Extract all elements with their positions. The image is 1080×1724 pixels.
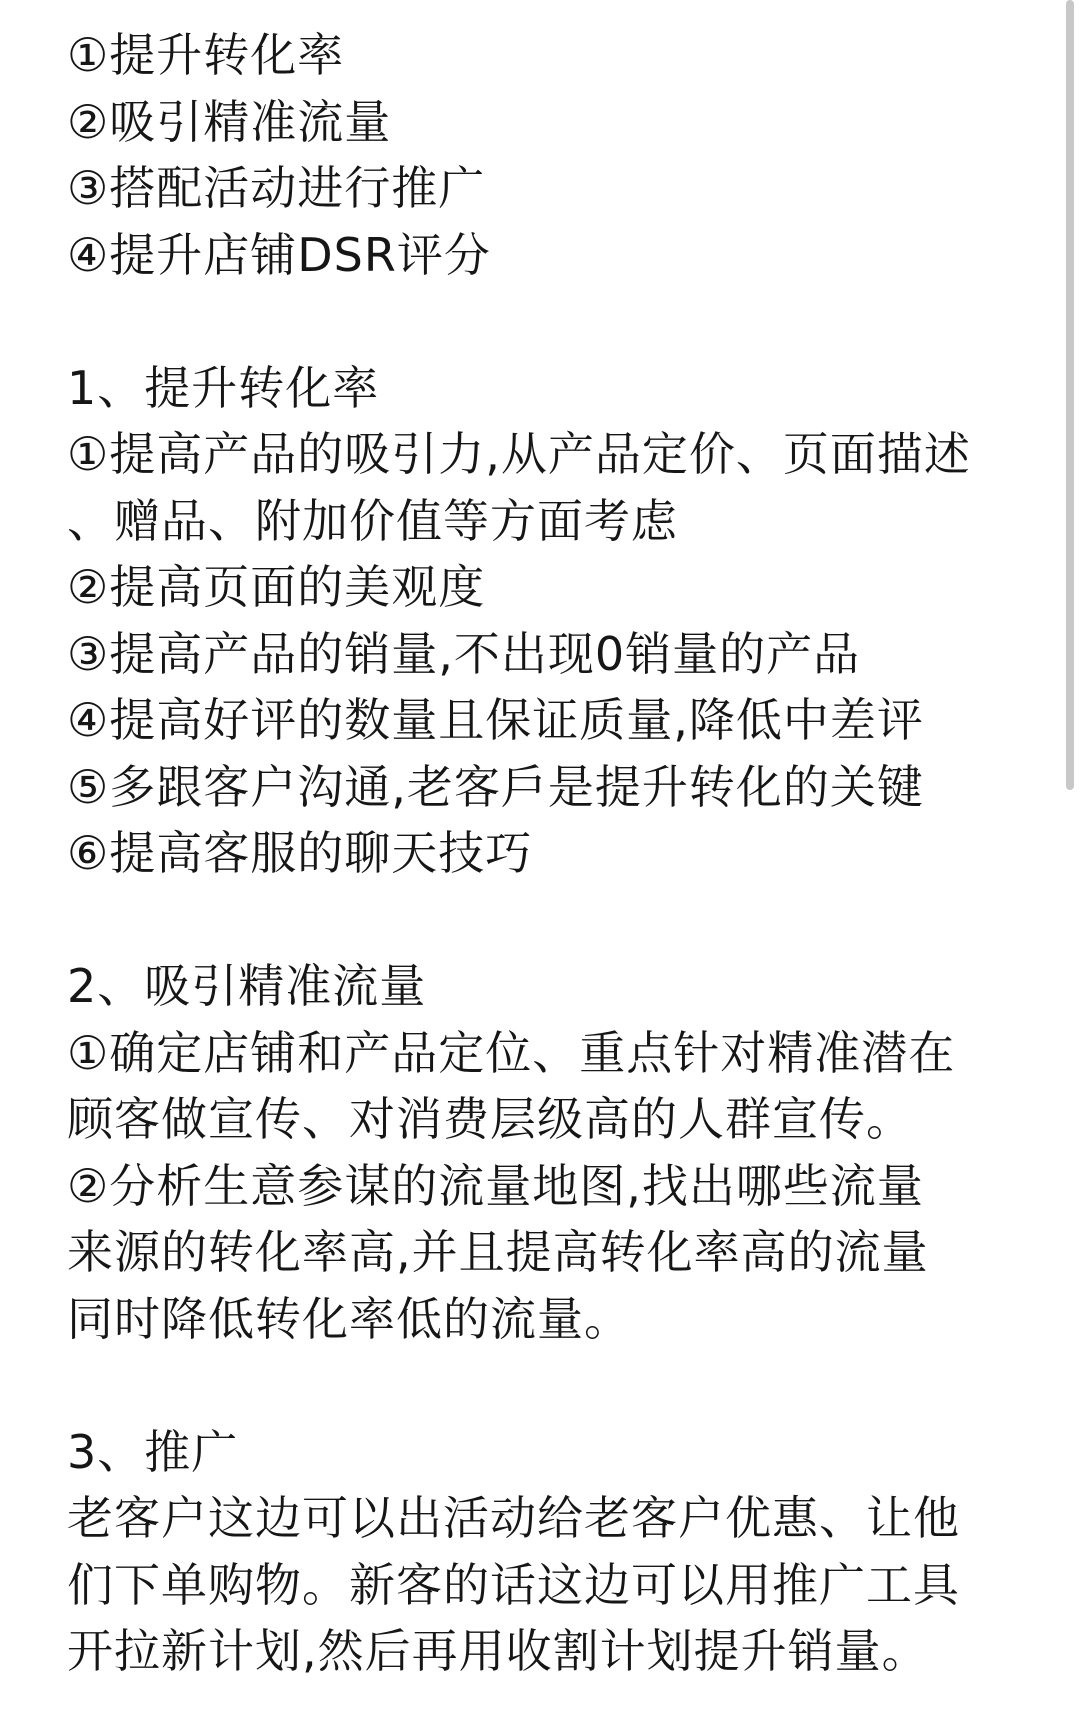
paragraph-spacer xyxy=(67,288,1027,355)
section-line: ①确定店铺和产品定位、重点针对精准潜在 xyxy=(67,1025,956,1080)
summary-list xyxy=(67,22,1027,288)
document-body xyxy=(67,22,1027,1685)
section-line: ⑤多跟客户沟通,老客戶是提升转化的关键 xyxy=(67,759,924,814)
section-line: 开拉新计划,然后再用收割计划提升销量。 xyxy=(67,1624,929,1678)
summary-item: ②吸引精准流量 xyxy=(67,94,392,149)
vertical-scrollbar[interactable] xyxy=(1066,0,1074,790)
summary-item: ①提升转化率 xyxy=(67,28,345,82)
section-heading: 3、推广 xyxy=(67,1424,239,1479)
section-line: 同时降低转化率低的流量。 xyxy=(67,1291,631,1346)
section-promotion xyxy=(67,1419,1027,1685)
section-line: 、赠品、附加价值等方面考虑 xyxy=(67,493,678,548)
paragraph-spacer xyxy=(67,1352,1027,1419)
section-conversion xyxy=(67,355,1027,887)
section-line: 们下单购物。新客的话这边可以用推广工具 xyxy=(67,1557,960,1612)
section-line: ②分析生意参谋的流量地图,找出哪些流量 xyxy=(67,1158,924,1213)
summary-item: ③搭配活动进行推广 xyxy=(67,161,486,215)
section-line: ④提高好评的数量且保证质量,降低中差评 xyxy=(67,693,924,747)
section-heading: 1、提升转化率 xyxy=(67,360,380,415)
section-line: ①提高产品的吸引力,从产品定价、页面描述 xyxy=(67,427,971,481)
section-line: 老客户这边可以出活动给老客户优惠、让他 xyxy=(67,1491,960,1545)
section-line: ⑥提高客服的聊天技巧 xyxy=(67,826,533,880)
section-line: ②提高页面的美观度 xyxy=(67,560,486,614)
section-line: ③提高产品的销量,不出现0销量的产品 xyxy=(67,626,861,681)
section-traffic xyxy=(67,953,1027,1352)
paragraph-spacer xyxy=(67,887,1027,954)
section-heading: 2、吸引精准流量 xyxy=(67,959,427,1013)
section-line: 来源的转化率高,并且提高转化率高的流量 xyxy=(67,1225,929,1279)
summary-item: ④提升店铺DSR评分 xyxy=(67,227,491,282)
section-line: 顾客做宣传、对消费层级高的人群宣传。 xyxy=(67,1092,913,1146)
